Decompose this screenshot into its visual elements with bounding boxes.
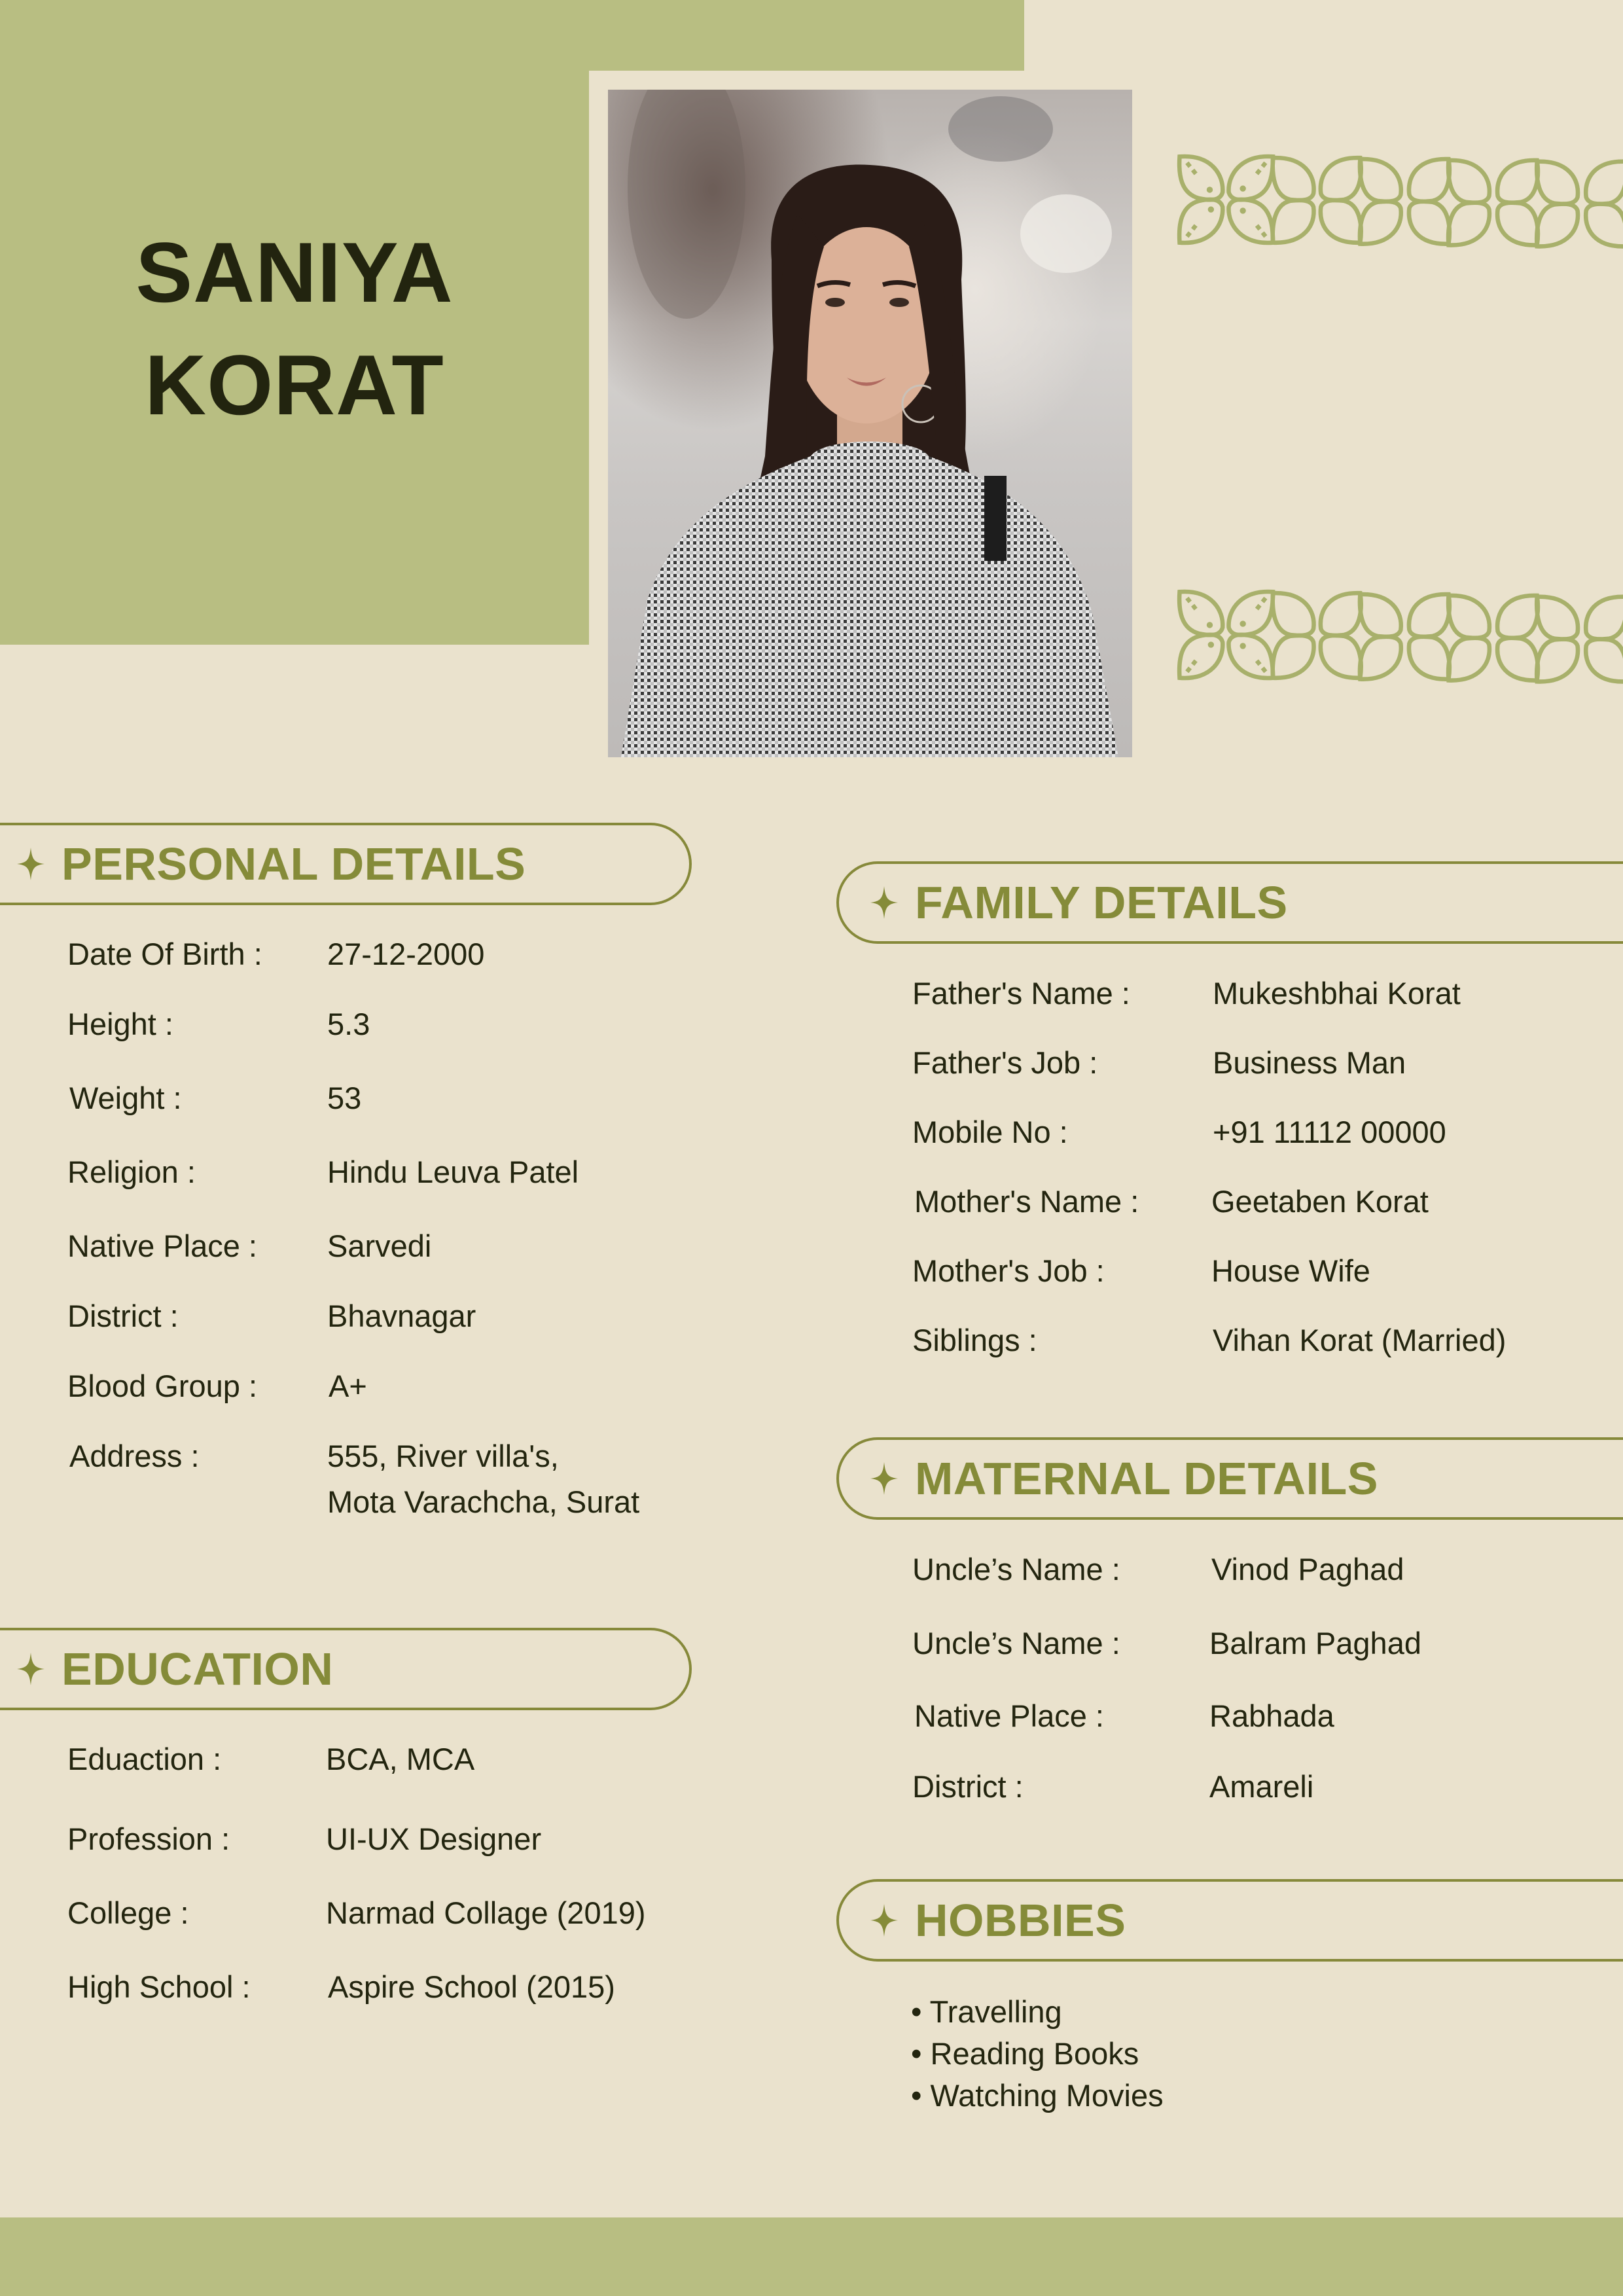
address-line-2: Mota Varachcha, Surat [327, 1484, 640, 1519]
hobby-item: • Travelling [911, 1994, 1062, 2029]
portrait-illustration [608, 90, 1132, 757]
address-line-1: 555, River villa's, [327, 1439, 559, 1473]
leaf-pattern-icon [1175, 583, 1623, 687]
detail-row [67, 1367, 639, 1406]
detail-row [912, 1321, 1506, 1360]
row-value: Geetaben Korat [1211, 1184, 1429, 1219]
maternal-details-list [912, 1550, 1421, 1806]
hobby-item: • Reading Books [911, 2036, 1139, 2071]
detail-row [67, 1967, 646, 2007]
sparkle-star-icon [17, 1653, 45, 1685]
row-value: Balram Paghad [1209, 1626, 1421, 1660]
row-value: Hindu Leuva Patel [327, 1155, 579, 1189]
row-label: Weight : [69, 1081, 182, 1115]
detail-row [67, 1079, 639, 1118]
detail-row [912, 1696, 1421, 1736]
detail-row [912, 1113, 1506, 1152]
row-value: Sarvedi [327, 1229, 432, 1263]
row-label: Profession : [67, 1821, 230, 1856]
education-header [0, 1628, 692, 1710]
detail-row [67, 1740, 646, 1779]
row-value: Bhavnagar [327, 1299, 476, 1333]
detail-row [67, 1153, 639, 1192]
personal-details-header [0, 823, 692, 905]
detail-row-address [67, 1437, 639, 1525]
row-value: 53 [327, 1081, 362, 1115]
row-label: Uncle’s Name : [912, 1626, 1120, 1660]
detail-row [67, 1893, 646, 1933]
family-details-header [836, 861, 1623, 944]
row-value: Aspire School (2015) [328, 1969, 615, 2004]
profile-photo [608, 90, 1132, 757]
row-label: Siblings : [912, 1323, 1037, 1357]
personal-details-list [67, 935, 639, 1525]
sparkle-star-icon [17, 848, 45, 880]
section-title: FAMILY DETAILS [915, 877, 1288, 928]
footer-band [0, 2217, 1623, 2296]
row-label: District : [67, 1299, 179, 1333]
detail-row [67, 1227, 639, 1266]
row-value: UI-UX Designer [326, 1821, 542, 1856]
row-label: Uncle’s Name : [912, 1552, 1120, 1587]
row-value: BCA, MCA [326, 1742, 475, 1776]
leaf-pattern-bottom [1175, 583, 1623, 687]
row-label: Father's Name : [912, 976, 1130, 1011]
detail-row [912, 1767, 1421, 1806]
leaf-pattern-top [1175, 147, 1623, 252]
section-title: MATERNAL DETAILS [915, 1453, 1378, 1504]
sparkle-star-icon [870, 1462, 898, 1495]
row-label: Eduaction : [67, 1742, 222, 1776]
row-label: Religion : [67, 1155, 196, 1189]
row-value: A+ [329, 1369, 367, 1403]
row-label: Native Place : [67, 1229, 257, 1263]
section-title: EDUCATION [62, 1643, 334, 1695]
row-value: +91 11112 00000 [1213, 1115, 1446, 1149]
detail-row [67, 1297, 639, 1336]
detail-row [912, 974, 1506, 1013]
detail-row [912, 1182, 1506, 1221]
last-name: KORAT [145, 337, 444, 433]
row-label: Address : [69, 1439, 200, 1473]
row-label: Mobile No : [912, 1115, 1068, 1149]
detail-row [912, 1251, 1506, 1291]
section-title: PERSONAL DETAILS [62, 838, 526, 889]
row-label: District : [912, 1769, 1024, 1804]
sparkle-star-icon [870, 1904, 898, 1937]
row-label: College : [67, 1895, 189, 1930]
first-name: SANIYA [135, 224, 454, 320]
row-label: High School : [67, 1969, 251, 2004]
row-label: Father's Job : [912, 1045, 1098, 1080]
hobbies-header [836, 1879, 1623, 1962]
row-value: House Wife [1211, 1253, 1370, 1288]
detail-row [912, 1624, 1421, 1663]
row-value: Business Man [1213, 1045, 1406, 1080]
maternal-details-header [836, 1437, 1623, 1520]
detail-row [67, 1005, 639, 1044]
row-value: Narmad Collage (2019) [326, 1895, 646, 1930]
row-value: 5.3 [327, 1007, 370, 1041]
detail-row [912, 1550, 1421, 1589]
leaf-pattern-icon [1175, 147, 1623, 252]
row-value: Vihan Korat (Married) [1213, 1323, 1507, 1357]
family-details-list [912, 974, 1506, 1360]
education-list [67, 1740, 646, 2007]
row-value: Vinod Paghad [1211, 1552, 1404, 1587]
hobbies-list [911, 1991, 1164, 2117]
profile-name [0, 216, 589, 441]
detail-row [67, 1820, 646, 1859]
row-label: Date Of Birth : [67, 937, 262, 971]
row-value: Rabhada [1209, 1698, 1334, 1733]
detail-row [912, 1043, 1506, 1083]
section-title: HOBBIES [915, 1895, 1126, 1946]
row-label: Mother's Job : [912, 1253, 1105, 1288]
row-value: Mukeshbhai Korat [1213, 976, 1461, 1011]
row-label: Blood Group : [67, 1369, 258, 1403]
sparkle-star-icon [870, 886, 898, 919]
hobby-item: • Watching Movies [911, 2078, 1164, 2113]
row-label: Mother's Name : [914, 1184, 1139, 1219]
row-value: Amareli [1209, 1769, 1314, 1804]
row-label: Height : [67, 1007, 173, 1041]
row-label: Native Place : [914, 1698, 1104, 1733]
row-value: 27-12-2000 [327, 937, 485, 971]
detail-row [67, 935, 639, 974]
row-value [327, 1433, 639, 1525]
